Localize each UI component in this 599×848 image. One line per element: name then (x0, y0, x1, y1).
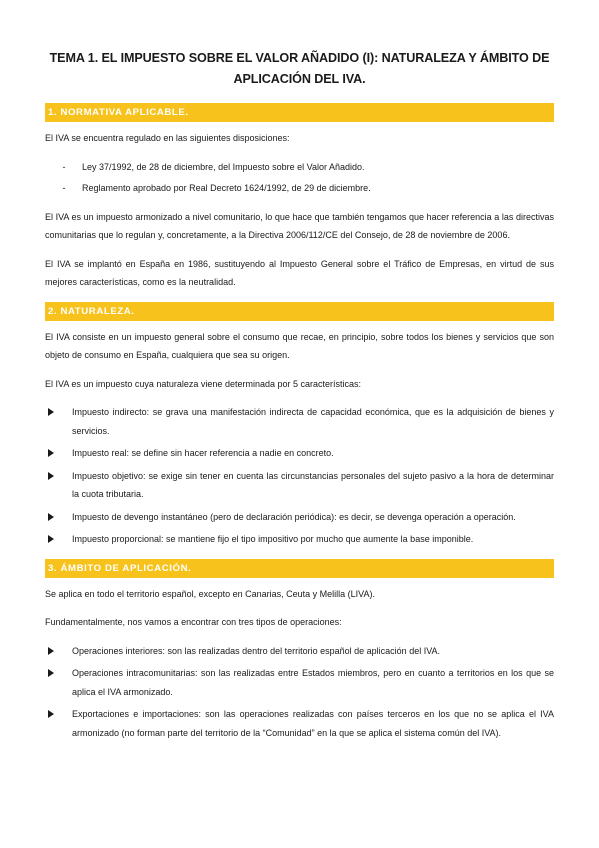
paragraph: El IVA es un impuesto armonizado a nivel comunitario, lo que hace que también tengamos que hacer referencia a las directivas comunitarias que lo regulan y, concretamente, a la Directiva 2006/112/CE del Consejo, de 28 de noviembre de 2006. (45, 211, 554, 240)
section-intro: El IVA se encuentra regulado en las siguientes disposiciones: (45, 133, 290, 143)
list-item-text: Exportaciones e importaciones: son las operaciones realizadas con países terceros en los que no se aplica el IVA armonizado (no forman parte del territorio de la “Comunidad” en la que se aplica el sistema común del IVA). (72, 709, 554, 738)
list-item-text: Impuesto indirecto: se grava una manifestación indirecta de capacidad económica, que es la adquisición de bienes y servicios. (72, 407, 554, 436)
dash-marker: - (62, 161, 66, 172)
arrow-right-icon (48, 669, 54, 677)
arrow-right-icon (48, 647, 54, 655)
list-item-text: Impuesto objetivo: se exige sin tener en cuenta las circunstancias personales del sujeto pasivo a la hora de determinar la cuota tributaria. (72, 470, 554, 499)
section-header-ambito: 3. ÁMBITO DE APLICACIÓN. (45, 559, 554, 578)
paragraph: Fundamentalmente, nos vamos a encontrar con tres tipos de operaciones: (45, 617, 342, 627)
arrow-right-icon (48, 449, 54, 457)
section-header-normativa: 1. NORMATIVA APLICABLE. (45, 103, 554, 122)
list-item (45, 179, 554, 198)
list-item (45, 705, 554, 742)
paragraph: Se aplica en todo el territorio español, excepto en Canarias, Ceuta y Melilla (LIVA). (45, 588, 376, 599)
list-item (45, 664, 554, 701)
list-item-text: Reglamento aprobado por Real Decreto 1624/1992, de 29 de diciembre. (82, 183, 371, 193)
arrow-right-icon (48, 513, 54, 521)
arrow-list (45, 403, 554, 549)
list-item (45, 508, 554, 527)
list-item-text: Operaciones interiores: son las realizadas dentro del territorio español de aplicación del IVA. (72, 645, 441, 656)
list-item (45, 158, 554, 177)
dash-list (45, 158, 554, 198)
list-item (45, 642, 554, 661)
arrow-right-icon (48, 408, 54, 416)
paragraph: El IVA es un impuesto cuya naturaleza viene determinada por 5 características: (45, 378, 362, 389)
list-item (45, 467, 554, 504)
paragraph: El IVA consiste en un impuesto general sobre el consumo que recae, en principio, sobre todos los bienes y servicios que son objeto de consumo en España, cualquiera que sea su origen. (45, 331, 554, 360)
document-title: TEMA 1. EL IMPUESTO SOBRE EL VALOR AÑADIDO (I): NATURALEZA Y ÁMBITO DE APLICACIÓN DEL IVA. (49, 51, 550, 86)
arrow-right-icon (48, 535, 54, 543)
list-item (45, 530, 554, 549)
list-item-text: Operaciones intracomunitarias: son las realizadas entre Estados miembros, pero en cuanto a territorios en los que se aplica el IVA armonizado. (72, 668, 554, 697)
list-item-text: Ley 37/1992, de 28 de diciembre, del Impuesto sobre el Valor Añadido. (82, 161, 365, 172)
document-page (45, 48, 554, 752)
section-header-naturaleza: 2. NATURALEZA. (45, 302, 554, 321)
list-item (45, 444, 554, 463)
arrow-right-icon (48, 472, 54, 480)
arrow-list (45, 642, 554, 743)
paragraph: El IVA se implantó en España en 1986, sustituyendo al Impuesto General sobre el Tráfico de Empresas, en virtud de sus mejores características, como es la neutralidad. (45, 258, 554, 287)
arrow-right-icon (48, 710, 54, 718)
list-item-text: Impuesto real: se define sin hacer referencia a nadie en concreto. (72, 448, 334, 458)
list-item-text: Impuesto de devengo instantáneo (pero de declaración periódica): es decir, se devenga operación a operación. (72, 511, 516, 522)
list-item-text: Impuesto proporcional: se mantiene fijo el tipo impositivo por mucho que aumente la base imponible. (72, 534, 474, 544)
list-item (45, 403, 554, 440)
dash-marker: - (62, 183, 66, 193)
